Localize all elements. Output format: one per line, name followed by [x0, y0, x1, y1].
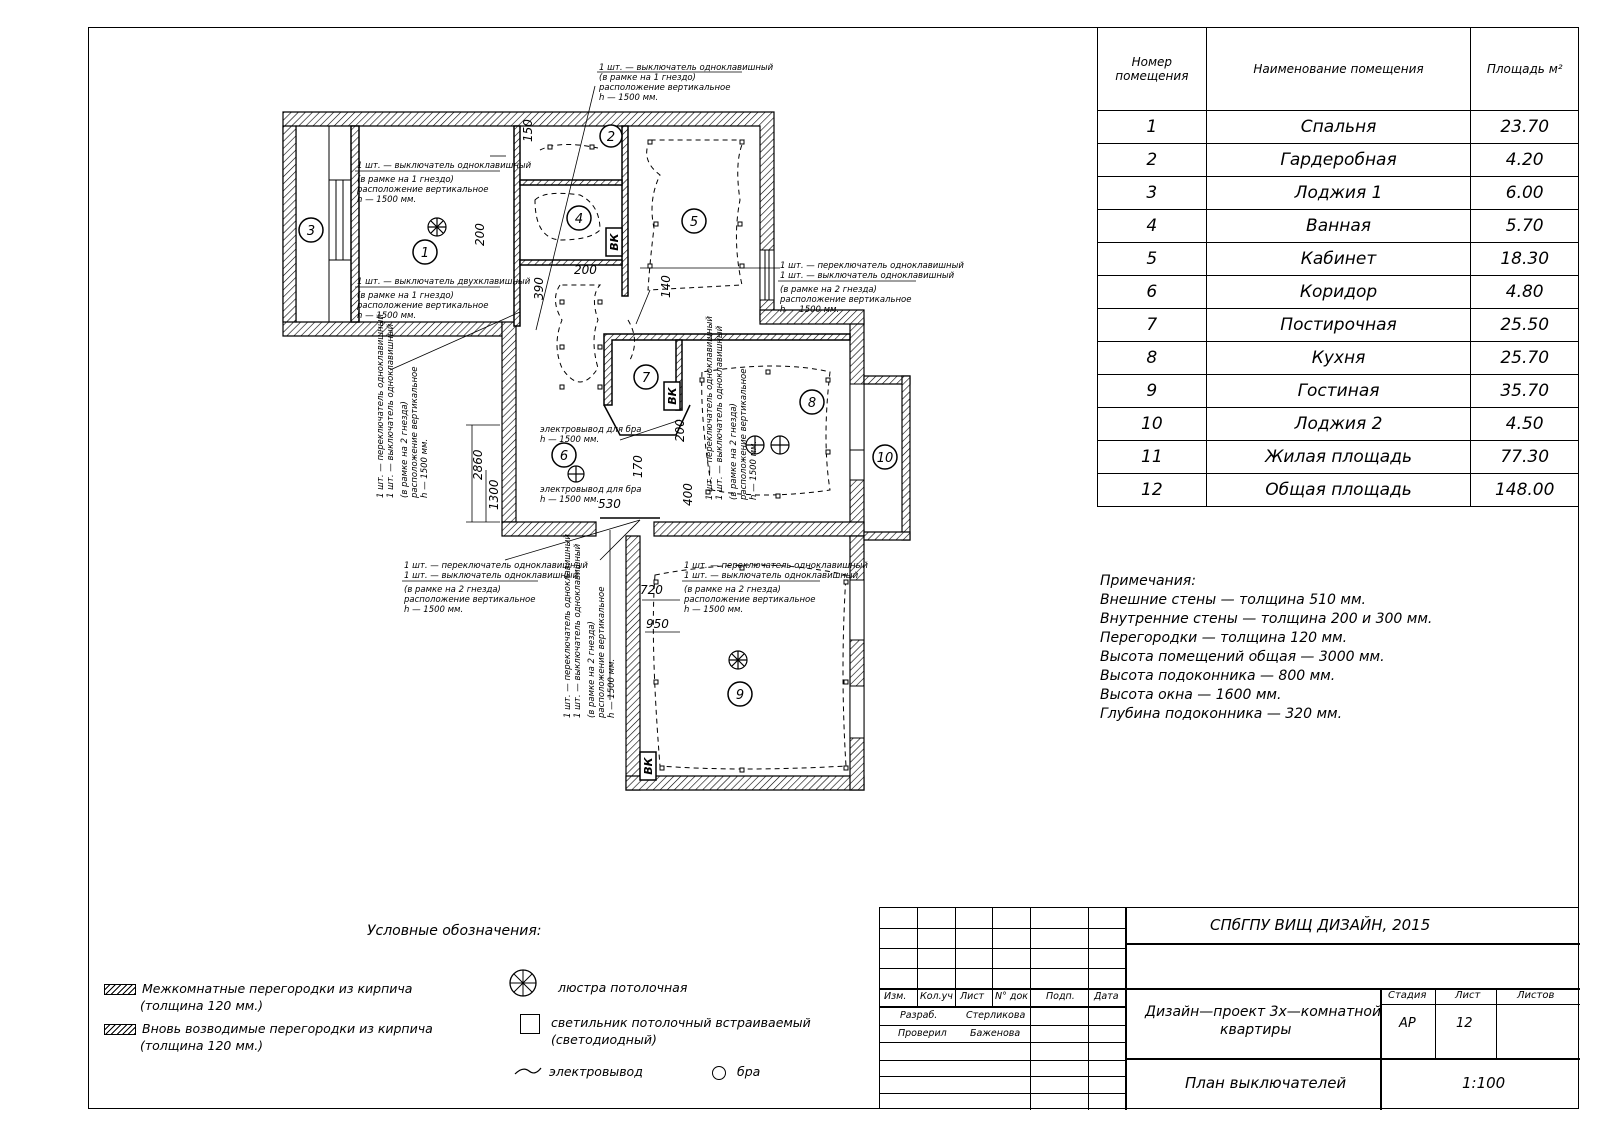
notes-title: Примечания: [1100, 573, 1196, 589]
table-row: 2 Гардеробная 4.20 [1098, 144, 1579, 177]
org-name: СПбГПУ ВИЩ ДИЗАЙН, 2015 [1210, 916, 1431, 934]
dimension-label: 200 [473, 223, 487, 246]
svg-text:h — 1500 мм.: h — 1500 мм. [540, 495, 600, 505]
table-row: 8 Кухня 25.70 [1098, 342, 1579, 375]
svg-text:h — 1500 мм.: h — 1500 мм. [780, 305, 840, 315]
dimension-label: 170 [631, 455, 645, 478]
table-row: 5 Кабинет 18.30 [1098, 243, 1579, 276]
dimension-label: 200 [574, 263, 597, 277]
vk-label: ВК [608, 233, 621, 251]
header-number: Номер помещения [1098, 28, 1207, 111]
header-area: Площадь м² [1471, 28, 1579, 111]
dimension-label: 530 [598, 497, 621, 511]
room-number-10: 10 [876, 451, 894, 466]
legend-partitions-existing: Межкомнатные перегородки из кирпича (толщина 120 мм.) [104, 980, 412, 1014]
note-line: Высота подоконника — 800 мм. [1100, 668, 1336, 684]
svg-text:(в рамке на 1 гнездо): (в рамке на 1 гнездо) [357, 291, 454, 301]
svg-text:электровывод для бра: электровывод для бра [540, 425, 642, 435]
dimension-label: 390 [532, 277, 546, 300]
callout-bedroom-a [355, 161, 532, 205]
dimension-label: 2860 [471, 449, 485, 480]
room-number-6: 6 [559, 449, 569, 464]
callout-hall [402, 561, 588, 615]
vk-label: ВК [666, 387, 679, 405]
callout-living [682, 561, 868, 615]
callout-vertical-left [376, 314, 430, 499]
svg-text:1 шт. — выключатель двухклавиш: 1 шт. — выключатель двухклавишный [357, 277, 531, 287]
svg-text:(в рамке на 1 гнездо): (в рамке на 1 гнездо) [357, 175, 454, 185]
svg-text:h — 1500 мм.: h — 1500 мм. [607, 658, 617, 718]
svg-text:h — 1500 мм.: h — 1500 мм. [357, 311, 417, 321]
svg-text:(в рамке на 2 гнезда): (в рамке на 2 гнезда) [780, 285, 877, 295]
svg-text:h — 1500 мм.: h — 1500 мм. [749, 440, 759, 500]
col-izm: Изм. [884, 991, 907, 1002]
svg-text:расположение вертикальное: расположение вертикальное [357, 185, 489, 195]
chandelier-icon [508, 968, 538, 998]
svg-text:h — 1500 мм.: h — 1500 мм. [404, 605, 464, 615]
note-line: Перегородки — толщина 120 мм. [1100, 630, 1348, 646]
table-row: 6 Коридор 4.80 [1098, 276, 1579, 309]
note-line: Глубина подоконника — 320 мм. [1100, 706, 1343, 722]
svg-text:1 шт. — выключатель одноклавиш: 1 шт. — выключатель одноклавишный [573, 543, 583, 718]
svg-text:1 шт. — выключатель одноклавиш: 1 шт. — выключатель одноклавишный [357, 161, 532, 171]
vk-label: ВК [642, 757, 655, 775]
svg-text:h — 1500 мм.: h — 1500 мм. [357, 195, 417, 205]
svg-text:расположение вертикальное: расположение вертикальное [599, 83, 731, 93]
room-number-9: 9 [735, 688, 745, 703]
legend-downlight: светильник потолочный встраиваемый (светодиодный) [551, 1015, 811, 1047]
svg-text:1 шт. — переключатель одноклав: 1 шт. — переключатель одноклавишный [563, 534, 573, 718]
project-title-2: квартиры [1220, 1022, 1292, 1038]
svg-text:расположение вертикальное: расположение вертикальное [739, 368, 749, 500]
svg-text:h — 1500 мм.: h — 1500 мм. [540, 435, 600, 445]
svg-text:1 шт. — выключатель одноклавиш: 1 шт. — выключатель одноклавишный [684, 571, 859, 581]
table-row: 3 Лоджия 1 6.00 [1098, 177, 1579, 210]
svg-text:1 шт. — выключатель одноклавиш: 1 шт. — выключатель одноклавишный [715, 325, 725, 500]
room-number-7: 7 [641, 371, 651, 386]
callout-vertical-kitchen [705, 316, 759, 501]
header-name: Наименование помещения [1206, 28, 1471, 111]
prov-name: Баженова [970, 1028, 1021, 1039]
svg-text:электровывод для бра: электровывод для бра [540, 485, 642, 495]
room-number-5: 5 [689, 215, 699, 230]
legend-outlet-label: электровывод [549, 1064, 643, 1079]
scale-value: 1:100 [1462, 1074, 1506, 1092]
razrab-name: Стерликова [966, 1010, 1026, 1021]
svg-text:1 шт. — выключатель одноклавиш: 1 шт. — выключатель одноклавишный [780, 271, 955, 281]
callout-vertical-mid [563, 534, 617, 719]
drawing-title: План выключателей [1185, 1074, 1347, 1092]
table-row: 9 Гостиная 35.70 [1098, 375, 1579, 408]
dimension-label: 720 [640, 583, 663, 597]
svg-text:(в рамке на 2 гнезда): (в рамке на 2 гнезда) [729, 403, 739, 500]
room-number-4: 4 [574, 212, 584, 227]
svg-text:h — 1500 мм.: h — 1500 мм. [420, 438, 430, 498]
hatch-icon [104, 1024, 136, 1035]
stage-label: Стадия [1388, 990, 1427, 1001]
prov-label: Проверил [898, 1028, 947, 1039]
rooms-table [1097, 27, 1579, 507]
sconce-note-2 [540, 485, 642, 505]
room-number-3: 3 [306, 224, 316, 239]
table-row: 7 Постирочная 25.50 [1098, 309, 1579, 342]
outlet-icon [513, 1064, 543, 1078]
svg-text:1 шт. — выключатель одноклавиш: 1 шт. — выключатель одноклавишный [386, 323, 396, 498]
svg-text:1 шт. — переключатель одноклав: 1 шт. — переключатель одноклавишный [376, 314, 386, 498]
table-row: 11 Жилая площадь 77.30 [1098, 441, 1579, 474]
legend-chandelier-label: люстра потолочная [558, 980, 688, 995]
col-ndok: N° док [995, 991, 1028, 1002]
col-podp: Подп. [1046, 991, 1075, 1002]
sconce-icon [712, 1066, 726, 1080]
note-line: Высота помещений общая — 3000 мм. [1100, 649, 1385, 665]
svg-text:1 шт. — переключатель одноклав: 1 шт. — переключатель одноклавишный [404, 561, 588, 571]
svg-text:1 шт. — выключатель одноклавиш: 1 шт. — выключатель одноклавишный [404, 571, 579, 581]
table-row: 10 Лоджия 2 4.50 [1098, 408, 1579, 441]
callout-top [597, 63, 774, 103]
table-row: 12 Общая площадь 148.00 [1098, 474, 1579, 507]
col-list: Лист [960, 991, 985, 1002]
svg-text:расположение вертикальное: расположение вертикальное [357, 301, 489, 311]
svg-text:расположение вертикальное: расположение вертикальное [404, 595, 536, 605]
legend-partitions-new: Вновь возводимые перегородки из кирпича (толщина 120 мм.) [104, 1020, 433, 1054]
hatch-icon [104, 984, 136, 995]
svg-text:h — 1500 мм.: h — 1500 мм. [599, 93, 659, 103]
svg-text:расположение вертикальное: расположение вертикальное [597, 586, 607, 718]
svg-text:(в рамке на 2 гнезда): (в рамке на 2 гнезда) [400, 401, 410, 498]
callout-right [778, 261, 964, 315]
room-number-2: 2 [606, 130, 616, 145]
table-row: 4 Ванная 5.70 [1098, 210, 1579, 243]
stage-value: АР [1399, 1016, 1416, 1031]
svg-text:расположение вертикальное: расположение вертикальное [684, 595, 816, 605]
svg-text:(в рамке на 2 гнезда): (в рамке на 2 гнезда) [587, 621, 597, 718]
downlight-icon [520, 1014, 540, 1034]
legend-sconce-label: бра [737, 1064, 761, 1079]
room-number-8: 8 [807, 396, 817, 411]
sheet-value: 12 [1456, 1016, 1473, 1031]
razrab-label: Разраб. [900, 1010, 938, 1021]
svg-text:расположение вертикальное: расположение вертикальное [410, 366, 420, 498]
svg-text:(в рамке на 2 гнезда): (в рамке на 2 гнезда) [684, 585, 781, 595]
sheets-label: Листов [1517, 990, 1555, 1001]
dimension-label: 950 [646, 617, 669, 631]
table-row: 1 Спальня 23.70 [1098, 111, 1579, 144]
note-line: Внешние стены — толщина 510 мм. [1100, 592, 1366, 608]
dimension-label: 140 [659, 275, 673, 298]
dimension-label: 1300 [487, 479, 501, 510]
note-line: Внутренние стены — толщина 200 и 300 мм. [1100, 611, 1433, 627]
col-koluch: Кол.уч [920, 991, 953, 1002]
svg-text:расположение вертикальное: расположение вертикальное [780, 295, 912, 305]
legend-title: Условные обозначения: [367, 923, 542, 939]
svg-text:1 шт. — переключатель одноклав: 1 шт. — переключатель одноклавишный [705, 316, 715, 500]
notes [1100, 572, 1432, 724]
svg-text:1 шт. — переключатель одноклав: 1 шт. — переключатель одноклавишный [684, 561, 868, 571]
col-data: Дата [1094, 991, 1119, 1002]
svg-text:(в рамке на 2 гнезда): (в рамке на 2 гнезда) [404, 585, 501, 595]
room-number-1: 1 [420, 246, 430, 261]
dimension-label: 150 [521, 119, 535, 142]
dimension-label: 200 [673, 419, 687, 442]
title-block [879, 907, 1579, 1109]
svg-text:1 шт. — выключатель одноклавиш: 1 шт. — выключатель одноклавишный [599, 63, 774, 73]
dimension-label: 400 [681, 483, 695, 506]
note-line: Высота окна — 1600 мм. [1100, 687, 1282, 703]
svg-text:(в рамке на 1 гнездо): (в рамке на 1 гнездо) [599, 73, 696, 83]
project-title: Дизайн—проект 3х—комнатной [1145, 1004, 1382, 1020]
sheet-label: Лист [1455, 990, 1481, 1001]
svg-text:1 шт. — переключатель одноклав: 1 шт. — переключатель одноклавишный [780, 261, 964, 271]
svg-text:h — 1500 мм.: h — 1500 мм. [684, 605, 744, 615]
